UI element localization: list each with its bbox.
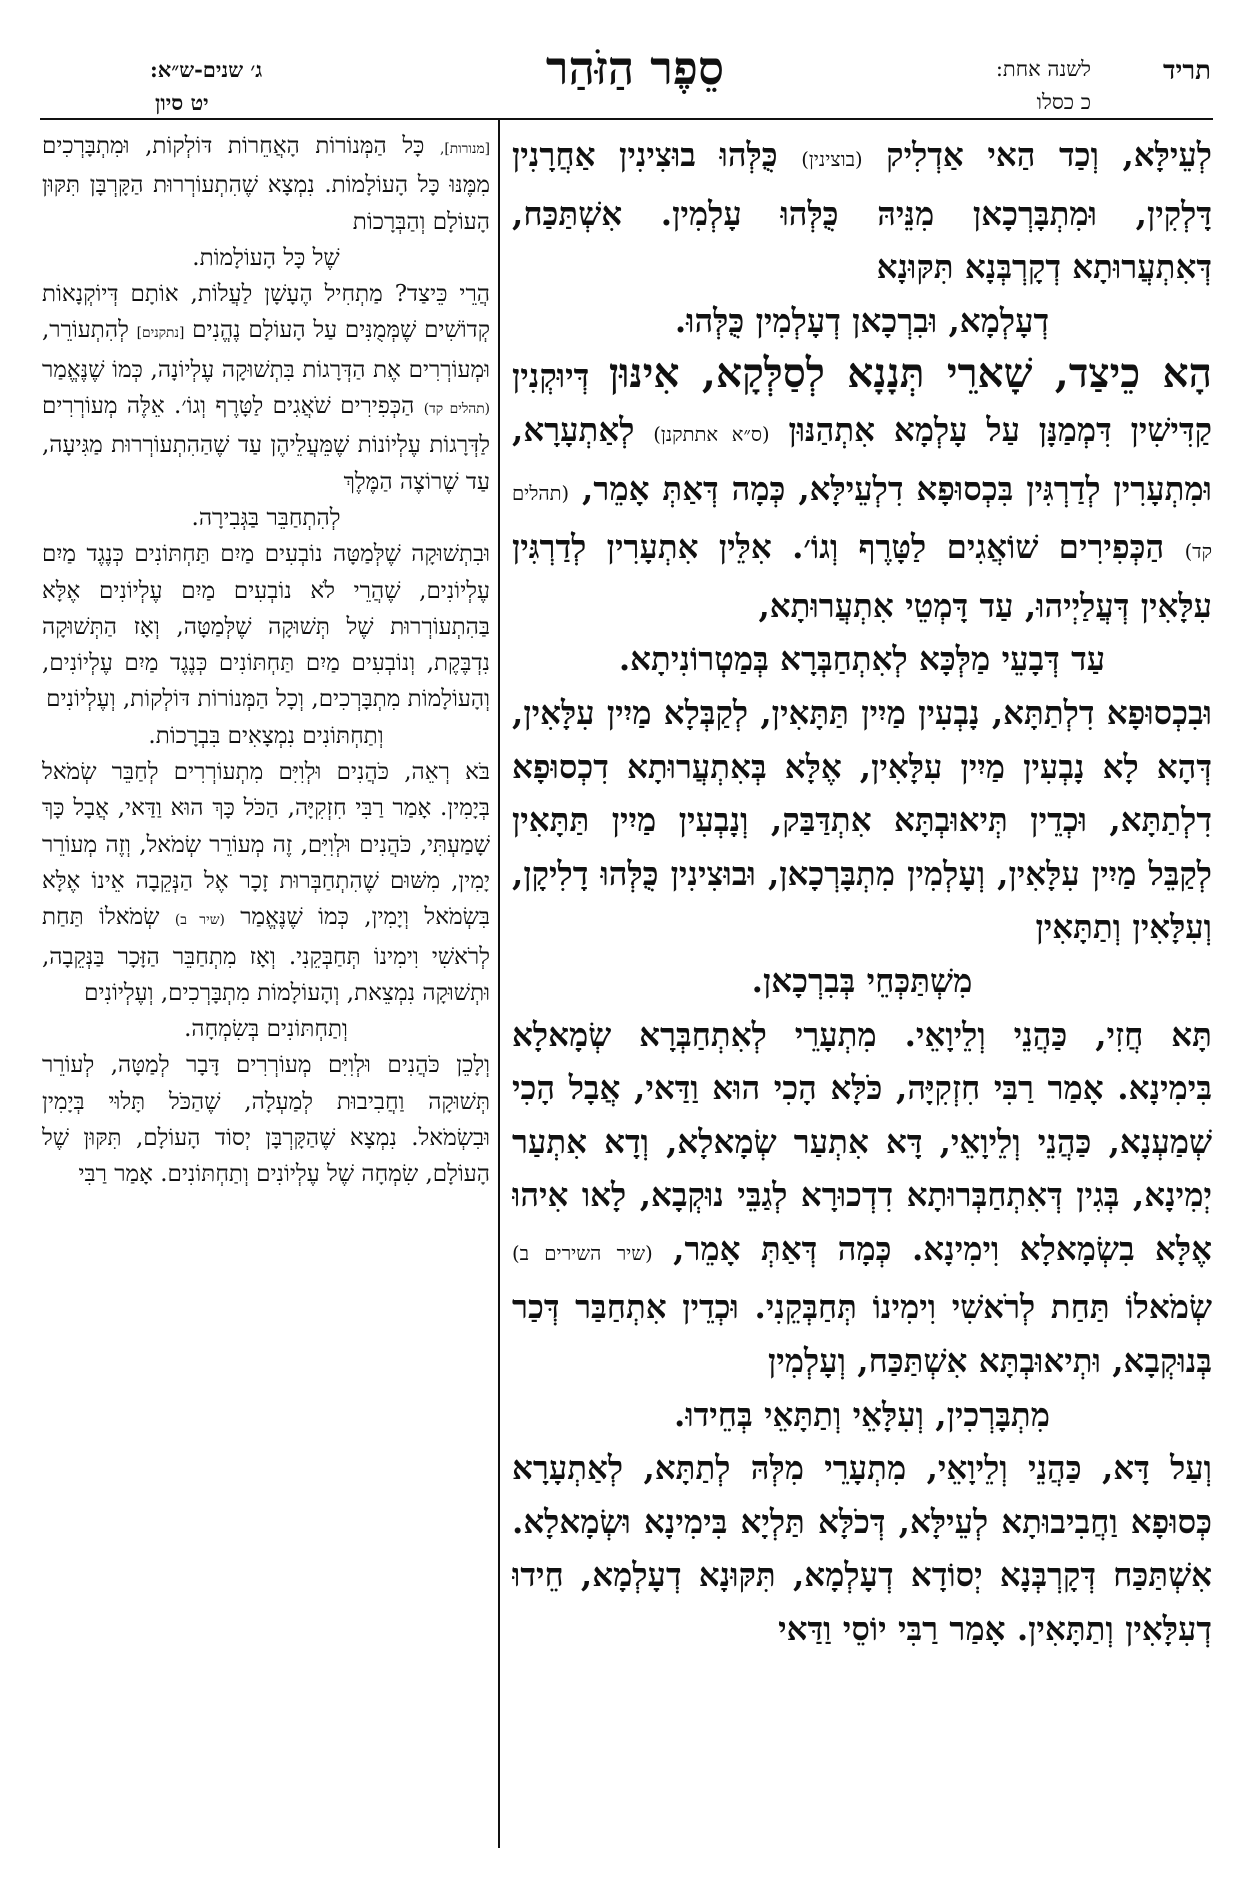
- date-kislev: כ כסלו: [1036, 90, 1091, 114]
- reference-note: [נתקנים]: [136, 325, 185, 342]
- reference-note: (תהלים קד): [512, 481, 1212, 564]
- side-paragraph: וּבִתְשׁוּקָה שֶׁלְּמַטָּה נוֹבְעִים מַיִם תַּחְתּוֹנִים כְּנֶגֶד מַיִם עֶלְיוֹנִים, שֶׁהֲרֵי לֹא נוֹבְעִים מַיִם עֶלְיוֹנִים אֶלָּא בַּהִתְעוֹרְרוּת שֶׁל תְּשׁוּקָה שֶׁלְּמַטָּה, וְאָז הַתְּשׁוּקָה נִדְבֶּקֶת, וְנוֹבְעִים מַיִם תַּחְתּוֹנִים כְּנֶגֶד מַיִם עֶלְיוֹנִים, וְהָעוֹלָמוֹת מִתְבָּרְכִים, וְכָל הַמְּנוֹרוֹת דּוֹלְקוֹת, וְעֶלְיוֹנִים: [42, 541, 490, 713]
- side-paragraph-end: לְהִתְחַבֵּר בַּגְּבִירָה.: [191, 504, 341, 531]
- reference-note: (שיר ב): [174, 912, 225, 929]
- side-paragraph: [מנורות], כָּל הַמְּנוֹרוֹת הָאֲחֵרוֹת דּוֹלְקוֹת, וּמִתְבָּרְכִים מִמֶּנּוּ כָּל הָעוֹלָמוֹת. נִמְצָא שֶׁהִתְעוֹרְרוּת הַקָּרְבָּן תִּקּוּן הָעוֹלָם וְהַבְּרָכוֹת: [42, 133, 490, 235]
- reference-note: (ס״א אתתקנן): [653, 422, 770, 446]
- main-paragraph: הָא כֵיצַד, שָׁארֵי תְּנָנָא לְסַלְּקָא, אִינּוּן דְּיוּקְנִין קַדִּישִׁין דִּמְמַנָּן עַל עָלְמָא אִתְהַנּוּן (ס״א אתתקנן) לְאַתְעָרָא, וּמִתְעָרִין לְדַרְגִּין בִּכְסוּפָא דִלְעֵילָּא, כְּמָה דְּאַתְּ אָמֵר, (תהלים קד) הַכְּפִירִים שׁוֹאֲגִים לַטָּרֶף וְגוֹ׳. אִלֵּין אִתְעָרִין לְדַרְגִּין עִלָּאִין דְּעֲלַיְיהוּ, עַד דָּמְטֵי אִתְעֲרוּתָא,: [512, 349, 1212, 625]
- schedule-three-years: ג׳ שנים-ש״א:: [150, 57, 263, 82]
- schedule-one-year: לשנה אחת:: [995, 57, 1091, 81]
- main-paragraph-end: עַד דְּבָעֵי מַלְּכָּא לְאִתְחַבְּרָא בְּמַטְרוֹנִיתָא.: [618, 639, 1106, 679]
- aramaic-text-column: [512, 128, 1212, 1848]
- reference-note: (תהלים קד): [423, 401, 490, 418]
- side-paragraph: וְלָכֵן כֹּהֲנִים וּלְוִיִּם מְעוֹרְרִים דָּבָר לְמַטָּה, לְעוֹרֵר תְּשׁוּקָה וַחֲבִיבוּת לְמַעְלָה, שֶׁהַכֹּל תָּלוּי בְּיָמִין וּבִשְׂמֹאל. נִמְצָא שֶׁהַקָּרְבָּן יְסוֹד הָעוֹלָם, תִּקּוּן שֶׁל הָעוֹלָם, שִׂמְחָה שֶׁל עֶלְיוֹנִים וְתַחְתּוֹנִים. אָמַר רַבִּי: [42, 1052, 490, 1188]
- side-paragraph-end: שֶׁל כָּל הָעוֹלָמוֹת.: [192, 244, 340, 271]
- header-divider: [40, 118, 1213, 120]
- main-paragraph-end: מִתְבָּרְכִין, וְעִלָּאֵי וְתַתָּאֵי בְּחֵידוּ.: [674, 1394, 1050, 1434]
- main-paragraph: וּבִכְסוּפָא דִלְתַתָּא, נָבְעִין מַיִין תַּתָּאִין, לְקַבְּלָא מַיִין עִלָּאִין, דְּהָא לָא נָבְעִין מַיִין עִלָּאִין, אֶלָּא בְּאִתְעֲרוּתָא דִכְסוּפָא דִלְתַתָּא, וּכְדֵין תְּיאוּבְתָּא אִתְדַּבַּק, וְנָבְעִין מַיִין תַּתָּאִין לְקַבֵּל מַיִין עִלָּאִין, וְעָלְמִין מִתְבָּרְכָאן, וּבוּצִינִין כֻּלְּהוּ דָלִיקָן, וְעִלָּאִין וְתַתָּאִין: [512, 692, 1212, 947]
- main-paragraph-end: דְעָלְמָא, וּבִרְכָאן דְעָלְמִין כֻּלְּהוּ.: [674, 300, 1050, 340]
- main-paragraph-end: מִשְׁתַּכְּחֵי בְּבִרְכָאן.: [751, 960, 973, 1000]
- date-sivan: יט סיון: [155, 90, 209, 115]
- reference-note: (בוצינין): [801, 148, 863, 171]
- page-number: תריד: [1163, 56, 1211, 86]
- side-paragraph-end: וְתַחְתּוֹנִים נִמְצָאִים בִּבְרָכוֹת.: [148, 722, 384, 749]
- main-paragraph: וְעַל דָּא, כַּהֲנֵי וְלֵיוָאֵי, מִתְעָרֵי מִלְּהּ לְתַתָּא, לְאַתְעָרָא כְּסוּפָא וַחֲבִיבוּתָא לְעֵילָּא, דְּכֹלָּא תַּלְיָא בִּימִינָא וּשְׂמָאלָא. אִשְׁתַּכַּח דְּקָרְבְּנָא יְסוֹדָא דְעָלְמָא, תִּקּוּנָא דְעָלְמָא, חֵידוּ דְעִלָּאִין וְתַתָּאִין. אָמַר רַבִּי יוֹסֵי וַדַּאי: [512, 1448, 1212, 1649]
- page-title: סֵפֶר הַזֹּהַר: [545, 41, 725, 95]
- side-paragraph: בֹּא רְאֵה, כֹּהֲנִים וּלְוִיִּם מִתְעוֹרְרִים לְחַבֵּר שְׂמֹאל בְּיָמִין. אָמַר רַבִּי חִזְקִיָּה, הַכֹּל כָּךְ הוּא וַדַּאי, אֲבָל כָּךְ שָׁמַעְתִּי, כֹּהֲנִים וּלְוִיִּם, זֶה מְעוֹרֵר שְׂמֹאל, וְזֶה מְעוֹרֵר יָמִין, מִשּׁוּם שֶׁהִתְחַבְּרוּת זָכָר אֶל הַנְּקֵבָה אֵינוֹ אֶלָּא בִּשְׂמֹאל וְיָמִין, כְּמוֹ שֶׁנֶּאֱמַר (שיר ב) שְׂמֹאלוֹ תַּחַת לְרֹאשִׁי וִימִינוֹ תְּחַבְּקֵנִי. וְאָז מִתְחַבֵּר הַזָּכָר בַּנְּקֵבָה, וּתְשׁוּקָה נִמְצֵאת, וְהָעוֹלָמוֹת מִתְבָּרְכִים, וְעֶלְיוֹנִים: [42, 759, 490, 1006]
- main-paragraph: לְעֵילָּא, וְכַד הַאי אַדְלִיק (בוצינין) כֻּלְּהוּ בוּצִינִין אַחֲרָנִין דָּלְקִין, וּמִתְבָּרְכָאן מִנֵּיהּ כֻּלְּהוּ עָלְמִין. אִשְׁתַּכַּח, דְּאִתְעֲרוּתָא דְקָרְבְּנָא תִּקּוּנָא: [512, 135, 1212, 287]
- reference-note: (שיר השירים ב): [512, 1241, 653, 1265]
- column-divider: [498, 118, 500, 1848]
- side-paragraph: הֲרֵי כֵּיצַד? מַתְחִיל הֶעָשָׁן לַעֲלוֹת, אוֹתָם דְּיוֹקְנָאוֹת קְדוֹשִׁים שֶׁמְּמֻנִּים עַל הָעוֹלָם נֶהֱנִים [נתקנים] לְהִתְעוֹרֵר, וּמְעוֹרְרִים אֶת הַדְּרָגוֹת בִּתְשׁוּקָה עֶלְיוֹנָה, כְּמוֹ שֶׁנֶּאֱמַר (תהלים קד) הַכְּפִירִים שֹׁאֲגִים לַטָּרֶף וְגוֹ׳. אֵלֶּה מְעוֹרְרִים לַדְּרָגוֹת עֶלְיוֹנוֹת שֶׁמֵּעֲלֵיהֶן עַד שֶׁהַהִתְעוֹרְרוּת מַגִּיעָה, עַד שֶׁרוֹצֶה הַמֶּלֶךְ: [42, 281, 490, 495]
- side-paragraph-end: וְתַחְתּוֹנִים בְּשִׂמְחָה.: [184, 1016, 348, 1043]
- reference-note: [מנורות],: [439, 141, 490, 157]
- main-paragraph: תָּא חֲזִי, כַּהֲנֵי וְלֵיוָאֵי. מִתְעָרֵי לְאִתְחַבְּרָא שְׂמָאלָא בִּימִינָא. אָמַר רַבִּי חִזְקִיָּה, כֹּלָּא הָכִי הוּא וַדַּאי, אֲבָל הָכִי שְׁמַעְנָא, כַּהֲנֵי וְלֵיוָאֵי, דָּא אִתְעַר שְׂמָאלָא, וְדָא אִתְעַר יְמִינָא, בְּגִין דְּאִתְחַבְּרוּתָא דִדְכוּרָא לְגַבֵּי נוּקְבָא, לָאו אִיהוּ אֶלָּא בִשְׂמָאלָא וִימִינָא. כְּמָה דְּאַתְּ אָמֵר, (שיר השירים ב) שְׂמֹאלוֹ תַּחַת לְרֹאשִׁי וִימִינוֹ תְּחַבְּקֵנִי. וּכְדֵין אִתְחַבַּר דְּכַר בְּנוּקְבָא, וּתְיאוּבְתָּא אִשְׁתַּכַּח, וְעָלְמִין: [512, 1014, 1212, 1381]
- hebrew-translation-column: [42, 128, 490, 1848]
